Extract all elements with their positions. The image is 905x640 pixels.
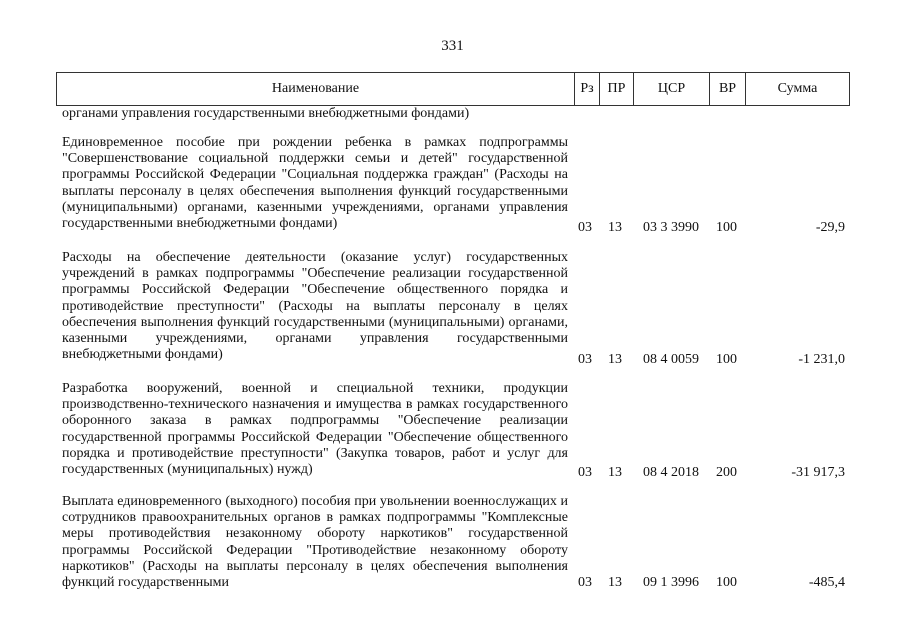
row-sum: -1 231,0 [798,352,845,367]
row-csr: 09 1 3996 [643,575,699,590]
table-header [56,72,850,106]
row-vr: 200 [716,465,737,480]
header-pr: ПР [599,73,633,105]
header-sum: Сумма [745,73,849,105]
row-pr: 13 [608,220,622,235]
header-name: Наименование [271,81,360,96]
row-pr: 13 [608,352,622,367]
row-csr: 08 4 2018 [643,465,699,480]
row-sum: -31 917,3 [791,465,845,480]
row-name: Расходы на обеспечение деятельности (оказание услуг) государственных учреждений в рамках подпрограммы "Обеспечение реализации государственной программы Российской Федерации "Обеспечение общественного порядка и противодействие преступности" (Расходы на выплаты персоналу в целях обеспечения выполнения функций государственными (муниципальными) органами, казенными учреждениями, органами управления государственными внебюджетными фондами) [62,250,568,363]
row-name: Единовременное пособие при рождении ребенка в рамках подпрограммы "Совершенствование социальной поддержки семьи и детей" государственной программы Российской Федерации "Социальная поддержка граждан" (Расходы на выплаты персоналу в целях обеспечения выполнения функций государственными (муниципальными) органами, казенными учреждениями, органами управления государственными внебюджетными фондами) [62,135,568,232]
row-rz: 03 [578,220,592,235]
page-number: 331 [441,38,464,54]
row-pr: 13 [608,575,622,590]
row-vr: 100 [716,220,737,235]
row-pr: 13 [608,465,622,480]
header-vr: ВР [709,73,745,105]
row-csr: 03 3 3990 [643,220,699,235]
row-sum: -29,9 [815,220,845,235]
header-csr: ЦСР [633,73,709,105]
row-rz: 03 [578,352,592,367]
row-name: Разработка вооружений, военной и специальной техники, продукции производственно-технического назначения и имущества в рамках государственного оборонного заказа в рамках подпрограммы "Обеспечение реализации государственной программы Российской Федерации "Обеспечение общественного порядка и противодействие преступности" (Закупка товаров, работ и услуг для государственных (муниципальных) нужд) [62,381,568,478]
row-rz: 03 [578,465,592,480]
row-rz: 03 [578,575,592,590]
row-name: Выплата единовременного (выходного) пособия при увольнении военнослужащих и сотрудников правоохранительных органов в рамках подпрограммы "Комплексные меры противодействия незаконному обороту наркотиков" государственной программы Российской Федерации "Противодействие незаконному обороту наркотиков" (Расходы на выплаты персоналу в целях обеспечения выполнения функций государственными [62,494,568,591]
row-vr: 100 [716,575,737,590]
continuation-text: органами управления государственными внебюджетными фондами) [62,106,470,121]
row-vr: 100 [716,352,737,367]
row-csr: 08 4 0059 [643,352,699,367]
header-rz: Рз [574,73,599,105]
row-sum: -485,4 [808,575,845,590]
